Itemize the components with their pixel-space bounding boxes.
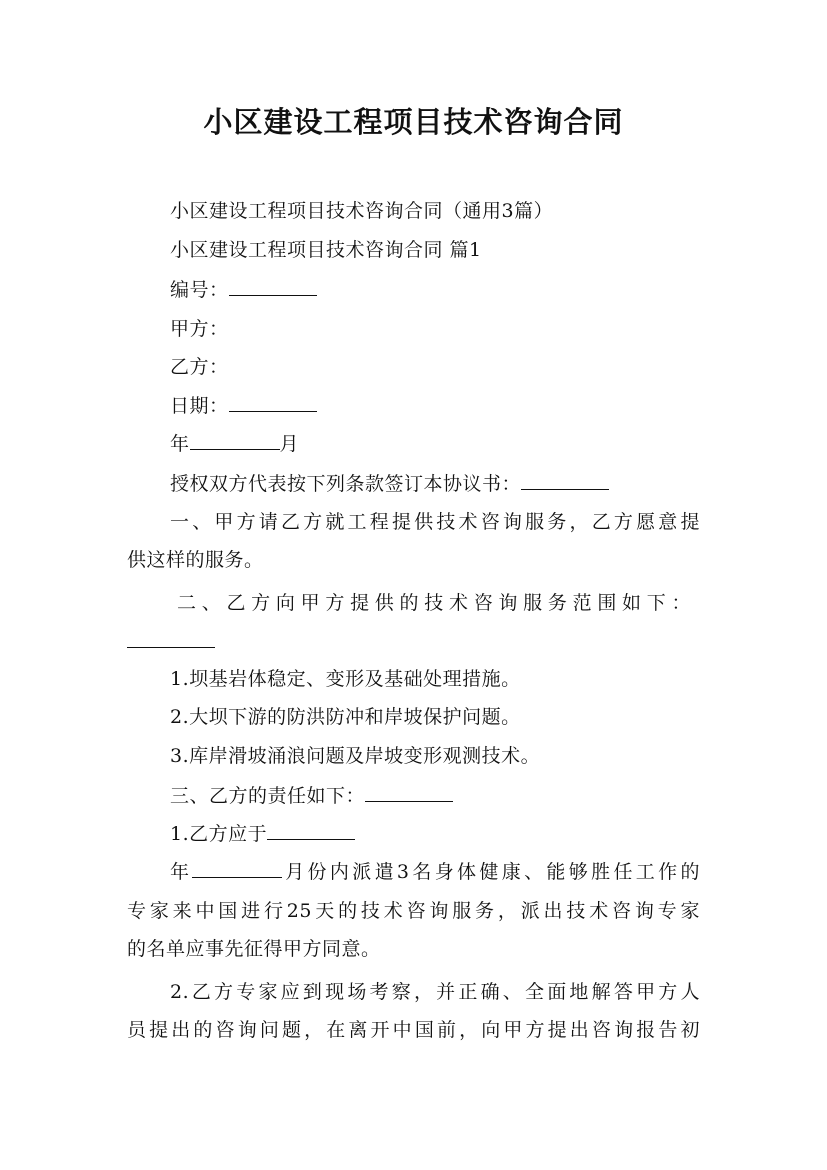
clause3-blank [365,783,453,802]
authorize-line [170,470,700,498]
party-a-line: 甲方： [170,318,229,340]
duty1-text: 1.乙方应于 [170,823,268,845]
item-3: 3.库岸滑坡涌浪问题及岸坡变形观测技术。 [170,745,541,767]
duty1-year-line [170,858,700,886]
clause3-text: 三、乙方的责任如下： [170,785,366,807]
duty1-year-blank [192,859,282,878]
number-label: 编号： [170,279,229,301]
subtitle-line: 小区建设工程项目技术咨询合同（通用3篇） [170,200,554,222]
part-heading: 小区建设工程项目技术咨询合同 篇1 [170,239,482,261]
clause2-line: 二、乙方向甲方提供的技术咨询服务范围如下： [177,592,691,614]
authorize-blank [521,471,609,490]
duty1-blank [267,821,355,840]
number-blank [229,277,317,296]
duty1-line-b: 专家来中国进行25天的技术咨询服务，派出技术咨询专家 [127,900,700,922]
duty2-line-b: 员提出的咨询问题，在离开中国前，向甲方提出咨询报告初 [127,1019,700,1041]
clause3-line [170,782,700,810]
duty1-year-label: 年 [170,861,193,883]
duty1-rest-text: 月份内派遣3名身体健康、能够胜任工作的 [282,861,700,883]
authorize-text: 授权双方代表按下列条款签订本协议书： [170,473,522,495]
date-field [170,392,700,420]
item-1: 1.坝基岩体稳定、变形及基础处理措施。 [170,668,521,690]
scope-blank [127,629,215,648]
year-label: 年 [170,433,190,455]
number-field [170,276,700,304]
clause2-blank-line [127,628,700,656]
clause1-line-b: 供这样的服务。 [127,549,264,571]
document-title: 小区建设工程项目技术咨询合同 [203,105,624,139]
month-label: 月 [279,433,300,455]
year-month-field [170,430,700,458]
item-2: 2.大坝下游的防洪防冲和岸坡保护问题。 [170,706,521,728]
date-label: 日期： [170,395,229,417]
year-blank [190,431,280,450]
duty1-line [170,820,700,848]
clause1-line-a: 一、甲方请乙方就工程提供技术咨询服务，乙方愿意提 [170,511,700,533]
duty1-line-c: 的名单应事先征得甲方同意。 [127,938,381,960]
party-b-line: 乙方： [170,356,229,378]
duty2-line-a: 2.乙方专家应到现场考察，并正确、全面地解答甲方人 [170,981,700,1003]
date-blank [229,393,317,412]
